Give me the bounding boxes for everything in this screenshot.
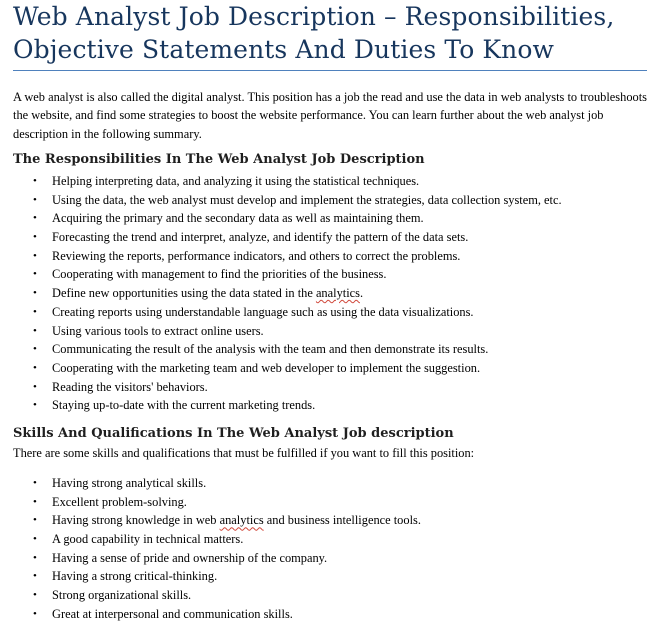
bullet-icon: • (33, 287, 37, 300)
list-item (0, 474, 640, 493)
bullet-icon: • (33, 193, 37, 206)
skills-heading: Skills And Qualifications In The Web Analyst Job description (13, 426, 454, 441)
page-title: Web Analyst Job Description – Responsibilities, Objective Statements And Duties To Know (13, 2, 615, 64)
list-item (0, 303, 640, 322)
list-item (0, 549, 640, 568)
bullet-icon: • (33, 343, 37, 356)
list-item-text: Define new opportunities using the data stated in the (52, 286, 313, 301)
list-item (0, 586, 640, 605)
list-item-text-end: . (359, 286, 364, 301)
list-item-text: Staying up-to-date with the current marketing trends. (52, 398, 316, 413)
skills-list (0, 474, 640, 624)
list-item-text: Reading the visitors' behaviors. (52, 379, 208, 394)
list-item (0, 284, 640, 303)
list-item (0, 359, 640, 378)
list-item (0, 209, 640, 228)
list-item-text: Using the data, the web analyst must develop and implement the strategies, data collection system, etc. (52, 192, 562, 207)
list-item (0, 322, 640, 341)
list-item (0, 567, 640, 586)
list-item-text: Using various tools to extract online users. (52, 323, 264, 338)
list-item (0, 247, 640, 266)
spellcheck-flagged-word[interactable]: analytics (219, 513, 264, 528)
list-item-text: Having strong knowledge in web (52, 513, 217, 528)
bullet-icon: • (33, 551, 37, 564)
list-item (0, 378, 640, 397)
bullet-icon: • (33, 533, 37, 546)
list-item-text: Helping interpreting data, and analyzing it using the statistical techniques. (52, 174, 420, 188)
bullet-icon: • (33, 212, 37, 225)
list-item (0, 265, 640, 284)
list-item-text: Reviewing the reports, performance indicators, and others to correct the problems. (52, 248, 461, 263)
list-item-text: Having a strong critical-thinking. (52, 569, 218, 584)
list-item (0, 530, 640, 549)
list-item-text: Creating reports using understandable language such as using the data visualizations. (52, 304, 474, 319)
list-item-text: Forecasting the trend and interpret, analyze, and identify the pattern of the data sets. (52, 230, 469, 245)
bullet-icon: • (33, 249, 37, 262)
list-item-text: Strong organizational skills. (52, 588, 192, 603)
list-item (0, 396, 640, 415)
bullet-icon: • (33, 175, 37, 187)
list-item (0, 511, 640, 530)
responsibilities-heading: The Responsibilities In The Web Analyst Job Description (13, 152, 425, 167)
bullet-icon: • (33, 514, 37, 527)
bullet-icon: • (33, 607, 37, 620)
skills-intro: There are some skills and qualifications that must be fulfilled if you want to fill this position: (13, 446, 475, 460)
spellcheck-flagged-word[interactable]: analytics (315, 286, 360, 301)
list-item (0, 340, 640, 359)
list-item-text: Cooperating with the marketing team and web developer to implement the suggestion. (52, 360, 481, 375)
list-item-text: Excellent problem-solving. (52, 494, 187, 509)
bullet-icon: • (33, 361, 37, 374)
list-item (0, 191, 640, 210)
bullet-icon: • (33, 570, 37, 583)
list-item (0, 493, 640, 512)
list-item (0, 172, 640, 191)
intro-paragraph: A web analyst is also called the digital analyst. This position has a job the read and use the data in web analysts to troubleshoots the website, and find some strategies to boost the website performance. You can learn further about the web analyst job description in the following summary. (13, 90, 647, 141)
responsibilities-list (0, 172, 640, 415)
list-item-text: Communicating the result of the analysis with the team and then demonstrate its results. (52, 342, 489, 357)
list-item-text: Great at interpersonal and communication skills. (52, 606, 293, 621)
list-item-text: Cooperating with management to find the priorities of the business. (52, 267, 387, 282)
bullet-icon: • (33, 477, 37, 489)
bullet-icon: • (33, 305, 37, 318)
list-item-text: A good capability in technical matters. (52, 532, 244, 547)
bullet-icon: • (33, 324, 37, 337)
list-item-text-end: and business intelligence tools. (266, 513, 421, 528)
bullet-icon: • (33, 231, 37, 244)
list-item (0, 605, 640, 624)
bullet-icon: • (33, 495, 37, 508)
list-item-text: Having strong analytical skills. (52, 476, 207, 490)
bullet-icon: • (33, 399, 37, 412)
list-item (0, 228, 640, 247)
list-item-text: Acquiring the primary and the secondary data as well as maintaining them. (52, 211, 424, 226)
bullet-icon: • (33, 268, 37, 281)
bullet-icon: • (33, 380, 37, 393)
title-divider (13, 70, 647, 71)
bullet-icon: • (33, 589, 37, 602)
list-item-text: Having a sense of pride and ownership of the company. (52, 550, 328, 565)
